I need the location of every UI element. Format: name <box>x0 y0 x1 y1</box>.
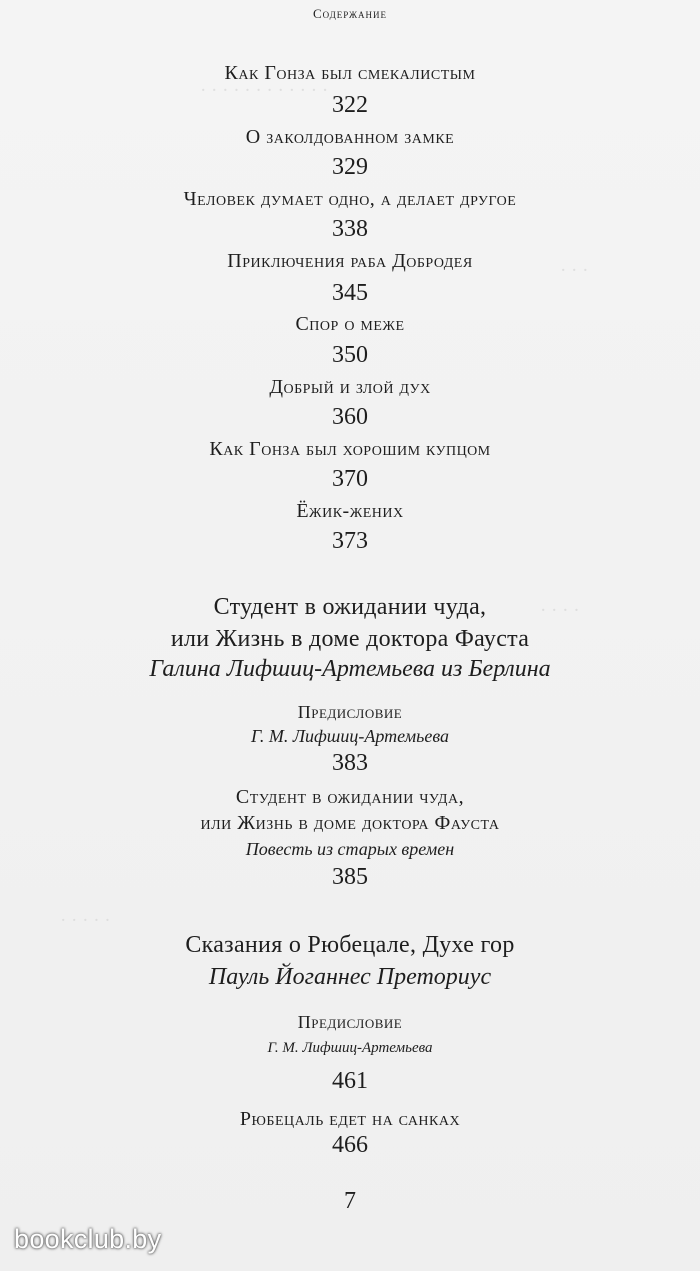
show-through-texture: · · · · · · · · · · · · <box>200 80 329 101</box>
page-header: Содержание <box>312 6 388 21</box>
toc-entry-title: Добрый и злой дух <box>269 376 431 398</box>
toc-entry-page: 329 <box>332 154 368 180</box>
show-through-texture: · · · · <box>540 600 580 621</box>
toc-entry-title: О заколдованном замке <box>245 126 455 148</box>
toc-entry-page: 350 <box>332 342 368 368</box>
show-through-texture: · · · · · <box>60 910 111 931</box>
toc-entry-page: 373 <box>332 528 368 554</box>
preface-label: Предисловие <box>297 702 403 722</box>
story-title: или Жизнь в доме доктора Фауста <box>200 812 500 834</box>
preface-author: Г. М. Лифшиц-Артемьева <box>267 1040 433 1056</box>
story-title: Студент в ожидании чуда, <box>235 786 465 808</box>
toc-entry-page: 345 <box>332 280 368 306</box>
toc-entry-title: Спор о меже <box>295 313 405 335</box>
toc-entry-page: 322 <box>332 92 368 118</box>
toc-entry-title: Приключения раба Добродея <box>227 250 473 272</box>
preface-label: Предисловие <box>297 1012 403 1032</box>
story-subtitle: Повесть из старых времен <box>245 839 455 859</box>
toc-entry-title: Как Гонза был смекалистым <box>224 62 476 84</box>
preface-page: 461 <box>332 1068 368 1094</box>
story-title: Рюбецаль едет на санках <box>239 1108 461 1130</box>
section-title: Студент в ожидании чуда, <box>213 594 487 620</box>
section-title: или Жизнь в доме доктора Фауста <box>170 626 530 652</box>
story-page: 385 <box>332 864 368 890</box>
page-number: 7 <box>344 1188 356 1214</box>
toc-entry-title: Ёжик-жених <box>296 500 404 522</box>
toc-entry-page: 370 <box>332 466 368 492</box>
toc-entry-title: Человек думает одно, а делает другое <box>183 188 517 210</box>
story-page: 466 <box>332 1132 368 1158</box>
preface-page: 383 <box>332 750 368 776</box>
show-through-texture: · · · <box>560 260 589 281</box>
toc-entry-page: 338 <box>332 216 368 242</box>
section-author: Галина Лифшиц-Артемьева из Берлина <box>149 656 551 682</box>
watermark-text: bookclub.by <box>14 1224 162 1254</box>
section-title: Сказания о Рюбецале, Духе гор <box>185 932 515 958</box>
toc-entry-title: Как Гонза был хорошим купцом <box>209 438 491 460</box>
toc-entry-page: 360 <box>332 404 368 430</box>
section-author: Пауль Йоганнес Преториус <box>208 964 492 990</box>
preface-author: Г. М. Лифшиц-Артемьева <box>250 726 450 746</box>
